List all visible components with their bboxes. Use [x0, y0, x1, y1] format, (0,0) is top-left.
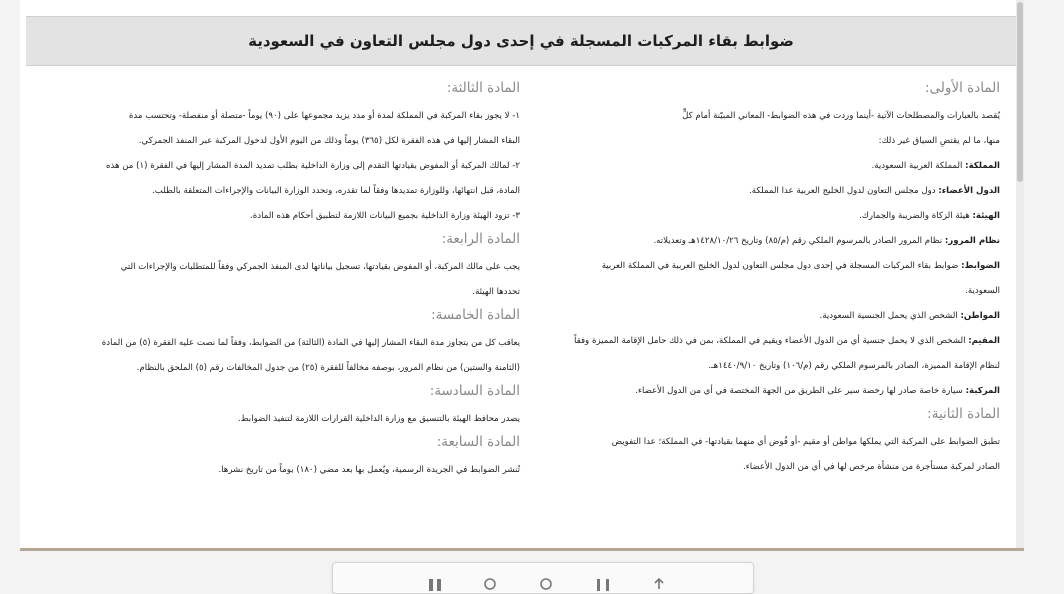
footer-divider — [20, 548, 1024, 551]
article-3-text: البقاء المشار إليها في هذه الفقرة لكل (٣٦٥) يوماً وذلك من اليوم الأول لدخول المركبة عبر المنفذ الجمركي. — [138, 136, 520, 146]
article-4-text: تحددها الهيئة. — [472, 287, 520, 297]
definition-term: الهيئة: — [972, 211, 1000, 221]
article-2-text: تطبق الضوابط على المركبة التي يملكها مواطن أو مقيم -أو فُوض أي منهما بقيادتها- في المملكة؛ عدا التفويض — [611, 437, 1000, 447]
definition-text: السعودية. — [965, 286, 1000, 296]
scrollbar-thumb[interactable] — [1017, 2, 1023, 182]
article-4-title: المادة الرابعة: — [441, 231, 520, 247]
article-2-title: المادة الثانية: — [927, 406, 1000, 422]
definition-term: المواطن: — [960, 311, 1000, 321]
fit-icon[interactable] — [595, 577, 611, 593]
page-title: ضوابط بقاء المركبات المسجلة في إحدى دول مجلس التعاون في السعودية — [248, 32, 794, 50]
right-column — [542, 78, 1000, 480]
definition-text: هيئة الزكاة والضريبة والجمارك. — [859, 211, 973, 221]
scrollbar[interactable] — [1016, 0, 1024, 548]
definition-text: المملكة العربية السعودية. — [871, 161, 966, 171]
article-3-text: المادة، قبل انتهائها، وللوزارة تمديدها وفقاً لما تقدره، وتحدد الوزارة البيانات والإجراءات المتعلقة بالطلب. — [152, 186, 520, 196]
definition-term: الضوابط: — [961, 261, 1000, 271]
title-bar — [26, 16, 1016, 66]
article-3-title: المادة الثالثة: — [446, 80, 520, 96]
definition-text: دول مجلس التعاون لدول الخليج العربية عدا المملكة. — [749, 186, 939, 196]
definition-term: المركبة: — [965, 386, 1000, 396]
definition-item — [542, 229, 1000, 254]
article-5-title: المادة الخامسة: — [431, 307, 520, 323]
definition-item — [542, 154, 1000, 179]
definition-text: سيارة خاصة صادر لها رخصة سير على الطريق من الجهة المختصة في أي من الدول الأعضاء. — [635, 386, 966, 396]
definition-text: الشخص الذي يحمل الجنسية السعودية. — [819, 311, 961, 321]
article-7-title: المادة السابعة: — [436, 434, 520, 450]
definition-text: الشخص الذي لا يحمل جنسية أي من الدول الأعضاء ويقيم في المملكة، بمن في ذلك حامل الإقامة المميزة وفقاً — [573, 336, 969, 346]
definition-item — [542, 379, 1000, 404]
article-5-text: (الثامنة والستين) من نظام المرور، بوصفه مخالفاً للفقرة (٢٥) من جدول المخالفات رقم (٥) الملحق بالنظام. — [136, 363, 520, 373]
zoom-in-icon[interactable] — [539, 577, 555, 593]
article-6-title: المادة السادسة: — [429, 383, 520, 399]
definition-term: الدول الأعضاء: — [938, 186, 1000, 196]
article-6-text: يصدر محافظ الهيئة بالتنسيق مع وزارة الداخلية القرارات اللازمة لتنفيذ الضوابط. — [237, 414, 520, 424]
article-1-intro: يُقصد بالعبارات والمصطلحات الآتية -أينما وردت في هذه الضوابط- المعاني المبيّنة أمام كلٍّ — [682, 111, 1000, 121]
definition-item — [542, 354, 1000, 379]
definition-item — [542, 329, 1000, 354]
zoom-out-icon[interactable] — [483, 577, 499, 593]
article-1-intro: منها، ما لم يقتضِ السياق غير ذلك: — [878, 136, 1000, 146]
document-page — [20, 0, 1024, 548]
share-icon[interactable] — [651, 577, 667, 593]
left-column — [26, 78, 520, 483]
definition-term: المقيم: — [968, 336, 1000, 346]
definition-text: ضوابط بقاء المركبات المسجلة في إحدى دول مجلس التعاون لدول الخليج العربية في المملكة العربية — [601, 261, 962, 271]
article-1-title: المادة الأولى: — [924, 80, 1000, 96]
definition-text: لنظام الإقامة المميزة، الصادر بالمرسوم الملكي رقم (م/١٠٦) وتاريخ ١٤٤٠/٩/١٠هـ. — [708, 361, 1000, 371]
definition-item — [542, 254, 1000, 279]
article-3-text: ١- لا يجوز بقاء المركبة في المملكة لمدة أو مدد يزيد مجموعها على (٩٠) يوماً -متصلة أو منفصلة- وتحتسب مدة — [128, 111, 520, 121]
article-5-text: يعاقب كل من يتجاوز مدة البقاء المشار إليها في المادة (الثالثة) من الضوابط، وفقاً لما نصت عليه الفقرة (٥) من المادة — [101, 338, 520, 348]
article-3-text: ٢- لمالك المركبة أو المفوض بقيادتها التقدم إلى وزارة الداخلية بطلب تمديد المدة المشار إليها في الفقرة (١) من هذه — [105, 161, 520, 171]
article-2-text: الصادر لمركبة مستأجرة من منشأة مرخص لها في أي من الدول الأعضاء. — [743, 462, 1000, 472]
viewer-toolbar — [332, 562, 754, 594]
definition-term: المملكة: — [965, 161, 1000, 171]
definition-item — [542, 179, 1000, 204]
definition-item — [542, 304, 1000, 329]
definition-item — [542, 204, 1000, 229]
article-7-text: تُنشر الضوابط في الجريدة الرسمية، ويُعمل بها بعد مضي (١٨٠) يوماً من تاريخ نشرها. — [218, 465, 520, 475]
article-4-text: يجب على مالك المركبة، أو المفوض بقيادتها، تسجيل بياناتها لدى المنفذ الجمركي وفقاً للمتطلبات والإجراءات التي — [120, 262, 520, 272]
columns-icon[interactable] — [427, 577, 443, 593]
definition-term: نظام المرور: — [944, 236, 1000, 246]
definition-item — [542, 279, 1000, 304]
definition-text: نظام المرور الصادر بالمرسوم الملكي رقم (م/٨٥) وتاريخ ١٤٢٨/١٠/٢٦هـ وتعديلاته. — [653, 236, 945, 246]
article-3-text: ٣- تزود الهيئة وزارة الداخلية بجميع البيانات اللازمة لتطبيق أحكام هذه المادة. — [250, 211, 520, 221]
